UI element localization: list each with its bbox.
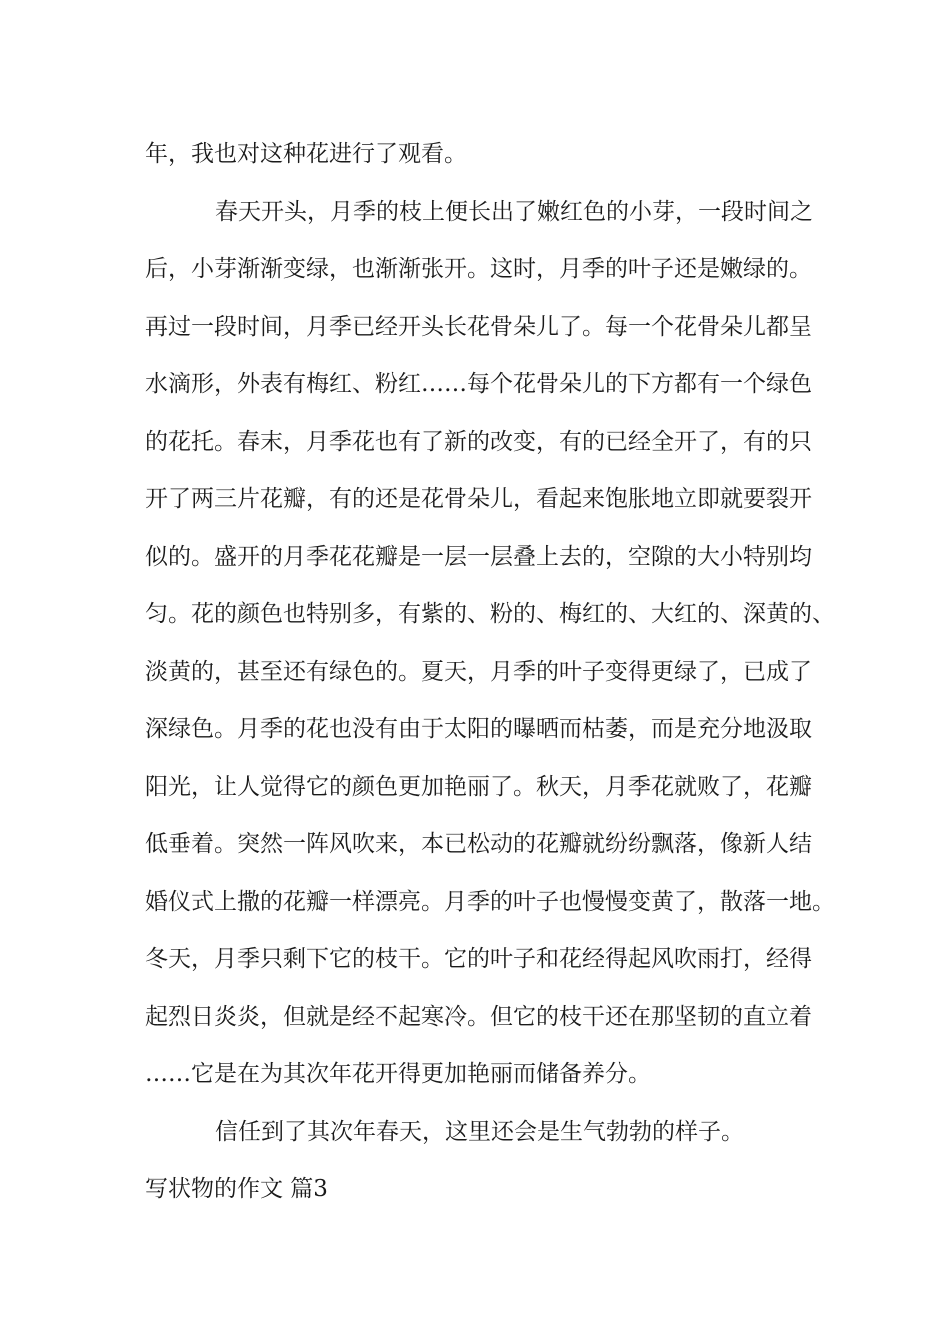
text-line: 匀。花的颜色也特别多，有紫的、粉的、梅红的、大红的、深黄的、: [145, 601, 835, 627]
paragraph-start-line: 春天开头，月季的枝上便长出了嫩红色的小芽，一段时间之: [215, 198, 813, 225]
text-line: 年，我也对这种花进行了观看。: [145, 141, 467, 167]
text-line: 似的。盛开的月季花花瓣是一层一层叠上去的，空隙的大小特别均: [145, 543, 812, 570]
section-heading: 写状物的作文 篇3: [145, 1176, 328, 1202]
text-line: 的花托。春末，月季花也有了新的改变，有的已经全开了，有的只: [145, 428, 812, 455]
text-line: 低垂着。突然一阵风吹来，本已松动的花瓣就纷纷飘落，像新人结: [145, 831, 812, 857]
text-line: 阳光，让人觉得它的颜色更加艳丽了。秋天，月季花就败了，花瓣: [145, 773, 812, 800]
text-line: 水滴形，外表有梅红、粉红……每个花骨朵儿的下方都有一个绿色: [145, 371, 812, 397]
text-line: 再过一段时间，月季已经开头长花骨朵儿了。每一个花骨朵儿都呈: [145, 313, 812, 340]
text-line: 起烈日炎炎，但就是经不起寒冷。但它的枝干还在那坚韧的直立着: [145, 1003, 812, 1030]
text-line: 婚仪式上撒的花瓣一样漂亮。月季的叶子也慢慢变黄了，散落一地。: [145, 888, 835, 915]
paragraph-start-line: 信任到了其次年春天，这里还会是生气勃勃的样子。: [215, 1118, 744, 1145]
text-line: 淡黄的，甚至还有绿色的。夏天，月季的叶子变得更绿了，已成了: [145, 658, 812, 685]
text-line: ……它是在为其次年花开得更加艳丽而储备养分。: [145, 1061, 651, 1087]
text-line: 后，小芽渐渐变绿，也渐渐张开。这时，月季的叶子还是嫩绿的。: [145, 256, 812, 282]
text-line: 深绿色。月季的花也没有由于太阳的曝晒而枯萎，而是充分地汲取: [145, 716, 812, 742]
essay-text: [145, 126, 835, 1219]
text-line: 开了两三片花瓣，有的还是花骨朵儿，看起来饱胀地立即就要裂开: [145, 486, 812, 512]
text-line: 冬天，月季只剩下它的枝干。它的叶子和花经得起风吹雨打，经得: [145, 946, 812, 972]
